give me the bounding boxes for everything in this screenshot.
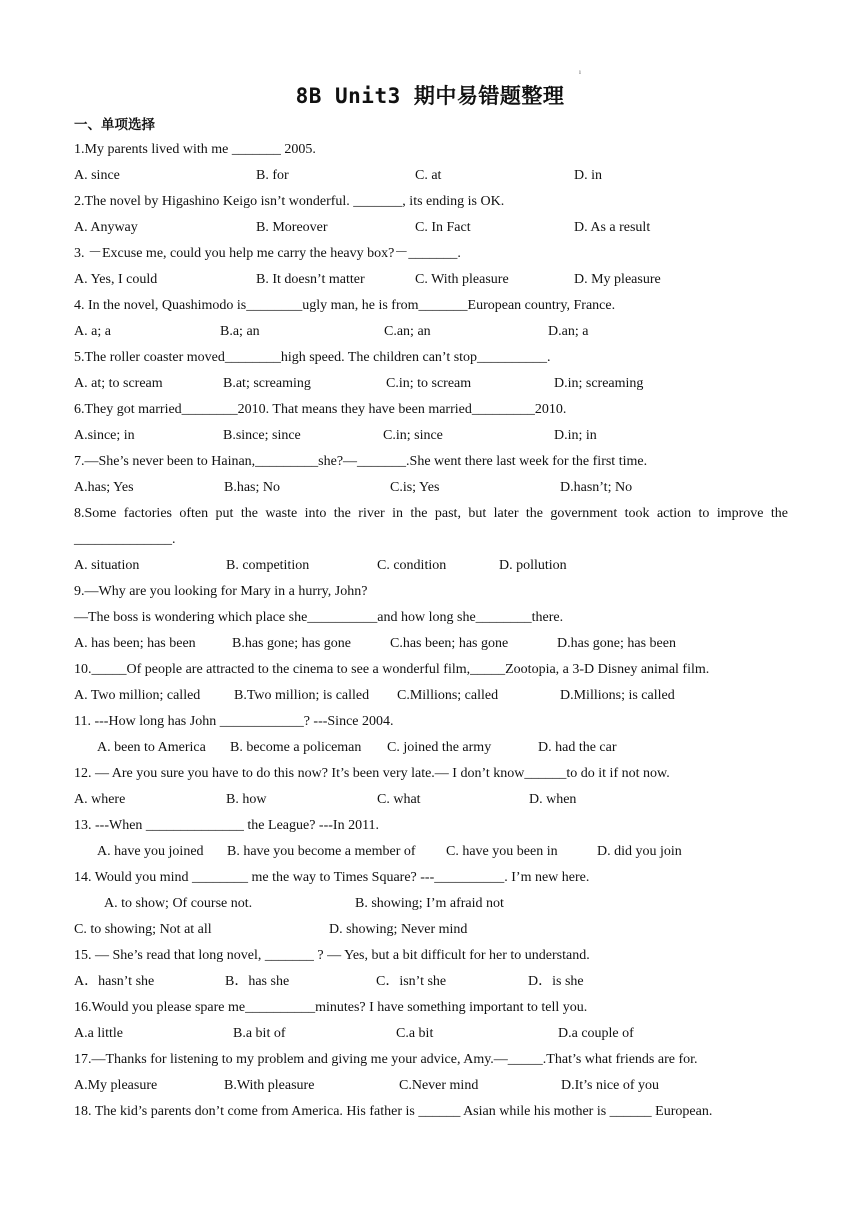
option-c: C.has been; has gone <box>390 636 509 651</box>
options-5 <box>74 371 788 397</box>
question-1: 1.My parents lived with me _______ 2005. <box>74 142 316 157</box>
option-b: B.Two million; is called <box>234 688 370 703</box>
option-b: B. showing; I’m afraid not <box>355 896 504 911</box>
options-6 <box>74 423 788 449</box>
option-c: C. condition <box>377 558 447 573</box>
option-a: A. where <box>74 792 126 807</box>
option-c: C. what <box>377 792 421 807</box>
option-c: C.Millions; called <box>397 688 499 703</box>
question-15: 15. — She’s read that long novel, _______ ? — Yes, but a bit difficult for her to understand. <box>74 948 590 963</box>
option-d: D.in; screaming <box>554 376 644 391</box>
option-a: A. since <box>74 168 120 183</box>
options-8 <box>74 553 788 579</box>
question-12: 12. — Are you sure you have to do this now? It’s been very late.— I don’t know______to do it if not now. <box>74 766 670 781</box>
options-4 <box>74 319 788 345</box>
option-d: D.Millions; is called <box>560 688 675 703</box>
option-c: C. to showing; Not at all <box>74 922 212 937</box>
option-d: D. in <box>574 168 602 183</box>
question-5: 5.The roller coaster moved________high speed. The children can’t stop__________. <box>74 350 551 365</box>
options-9 <box>74 631 788 657</box>
option-c: C.in; to scream <box>386 376 472 391</box>
option-d: D.an; a <box>548 324 589 339</box>
options-12 <box>74 787 788 813</box>
option-c: C.a bit <box>396 1026 434 1041</box>
option-d: D. showing; Never mind <box>329 922 468 937</box>
page-title: 8B Unit3 期中易错题整理 <box>295 84 565 108</box>
option-d: D.hasn’t; No <box>560 480 633 495</box>
page-mark: ı <box>579 68 581 76</box>
question-14: 14. Would you mind ________ me the way to Times Square? ---__________. I’m new here. <box>74 870 590 885</box>
option-d: D. when <box>529 792 577 807</box>
option-a: A. Two million; called <box>74 688 201 703</box>
option-b: B. have you become a member of <box>227 844 416 859</box>
option-c: C.in; since <box>383 428 443 443</box>
question-6: 6.They got married________2010. That means they have been married_________2010. <box>74 402 567 417</box>
option-a: A.has; Yes <box>74 480 134 495</box>
option-a: A. a; a <box>74 324 111 339</box>
question-4: 4. In the novel, Quashimodo is________ugly man, he is from_______European country, France. <box>74 298 616 313</box>
option-b: B. how <box>226 792 267 807</box>
options-15 <box>74 969 788 995</box>
options-1 <box>74 163 788 189</box>
option-c: C.Never mind <box>399 1078 479 1093</box>
question-9-continued: —The boss is wondering which place she__________and how long she________there. <box>74 610 564 625</box>
option-d: D．is she <box>528 974 584 989</box>
options-10 <box>74 683 788 709</box>
option-b: B. Moreover <box>256 220 328 235</box>
option-c: C. joined the army <box>387 740 492 755</box>
option-a: A. at; to scream <box>74 376 163 391</box>
option-a: A. situation <box>74 558 140 573</box>
question-8-continued: ______________. <box>74 532 176 547</box>
option-b: B.a; an <box>220 324 260 339</box>
option-a: A.since; in <box>74 428 135 443</box>
option-d: D. As a result <box>574 220 651 235</box>
options-3 <box>74 267 788 293</box>
option-b: B. become a policeman <box>230 740 362 755</box>
options-14-ab <box>74 891 788 917</box>
option-b: B. It doesn’t matter <box>256 272 365 287</box>
question-18: 18. The kid’s parents don’t come from America. His father is ______ Asian while his mother is ______ European. <box>74 1104 713 1119</box>
option-b: B.a bit of <box>233 1026 286 1041</box>
options-17 <box>74 1073 788 1099</box>
option-c: C. In Fact <box>415 220 471 235</box>
options-2 <box>74 215 788 241</box>
question-16: 16.Would you please spare me__________minutes? I have something important to tell you. <box>74 1000 588 1015</box>
question-9: 9.—Why are you looking for Mary in a hurry, John? <box>74 584 368 599</box>
question-3: 3. －Excuse me, could you help me carry the heavy box?－_______. <box>74 246 461 261</box>
question-10: 10._____Of people are attracted to the cinema to see a wonderful film,_____Zootopia, a 3-D Disney animal film. <box>74 662 710 677</box>
option-b: B．has she <box>225 974 290 989</box>
option-d: D.has gone; has been <box>557 636 676 651</box>
option-b: B.since; since <box>223 428 301 443</box>
option-d: D.It’s nice of you <box>561 1078 659 1093</box>
option-b: B. for <box>256 168 289 183</box>
option-d: D. did you join <box>597 844 682 859</box>
option-c: C．isn’t she <box>376 974 447 989</box>
option-c: C. at <box>415 168 442 183</box>
option-b: B.has; No <box>224 480 280 495</box>
option-d: D. My pleasure <box>574 272 661 287</box>
option-b: B.With pleasure <box>224 1078 315 1093</box>
option-c: C. have you been in <box>446 844 558 859</box>
question-7: 7.—She’s never been to Hainan,_________she?—_______.She went there last week for the first time. <box>74 454 648 469</box>
option-b: B.at; screaming <box>223 376 311 391</box>
question-17: 17.—Thanks for listening to my problem and giving me your advice, Amy.—_____.That’s what friends are for. <box>74 1052 698 1067</box>
option-a: A. Yes, I could <box>74 272 158 287</box>
option-c: C.an; an <box>384 324 431 339</box>
option-d: D.in; in <box>554 428 597 443</box>
option-b: B.has gone; has gone <box>232 636 351 651</box>
option-d: D.a couple of <box>558 1026 634 1041</box>
option-a: A. been to America <box>97 740 206 755</box>
option-c: C.is; Yes <box>390 480 440 495</box>
option-c: C. With pleasure <box>415 272 509 287</box>
options-7 <box>74 475 788 501</box>
question-11: 11. ---How long has John ____________? ---Since 2004. <box>74 714 394 729</box>
option-a: A. has been; has been <box>74 636 196 651</box>
options-11 <box>74 735 788 761</box>
question-8: 8.Some factories often put the waste into the river in the past, but later the government took action to improve the <box>74 506 788 521</box>
option-d: D. pollution <box>499 558 567 573</box>
options-13 <box>74 839 788 865</box>
option-a: A.My pleasure <box>74 1078 158 1093</box>
section-heading: 一、单项选择 <box>74 117 155 133</box>
option-a: A. Anyway <box>74 220 138 235</box>
question-2: 2.The novel by Higashino Keigo isn’t wonderful. _______, its ending is OK. <box>74 194 505 209</box>
option-a: A.a little <box>74 1026 123 1041</box>
option-a: A. have you joined <box>97 844 204 859</box>
option-b: B. competition <box>226 558 310 573</box>
option-a: A．hasn’t she <box>74 974 155 989</box>
options-16 <box>74 1021 788 1047</box>
option-a: A. to show; Of course not. <box>104 896 253 911</box>
question-13: 13. ---When ______________ the League? ---In 2011. <box>74 818 380 833</box>
options-14-cd <box>74 917 788 943</box>
option-d: D. had the car <box>538 740 617 755</box>
